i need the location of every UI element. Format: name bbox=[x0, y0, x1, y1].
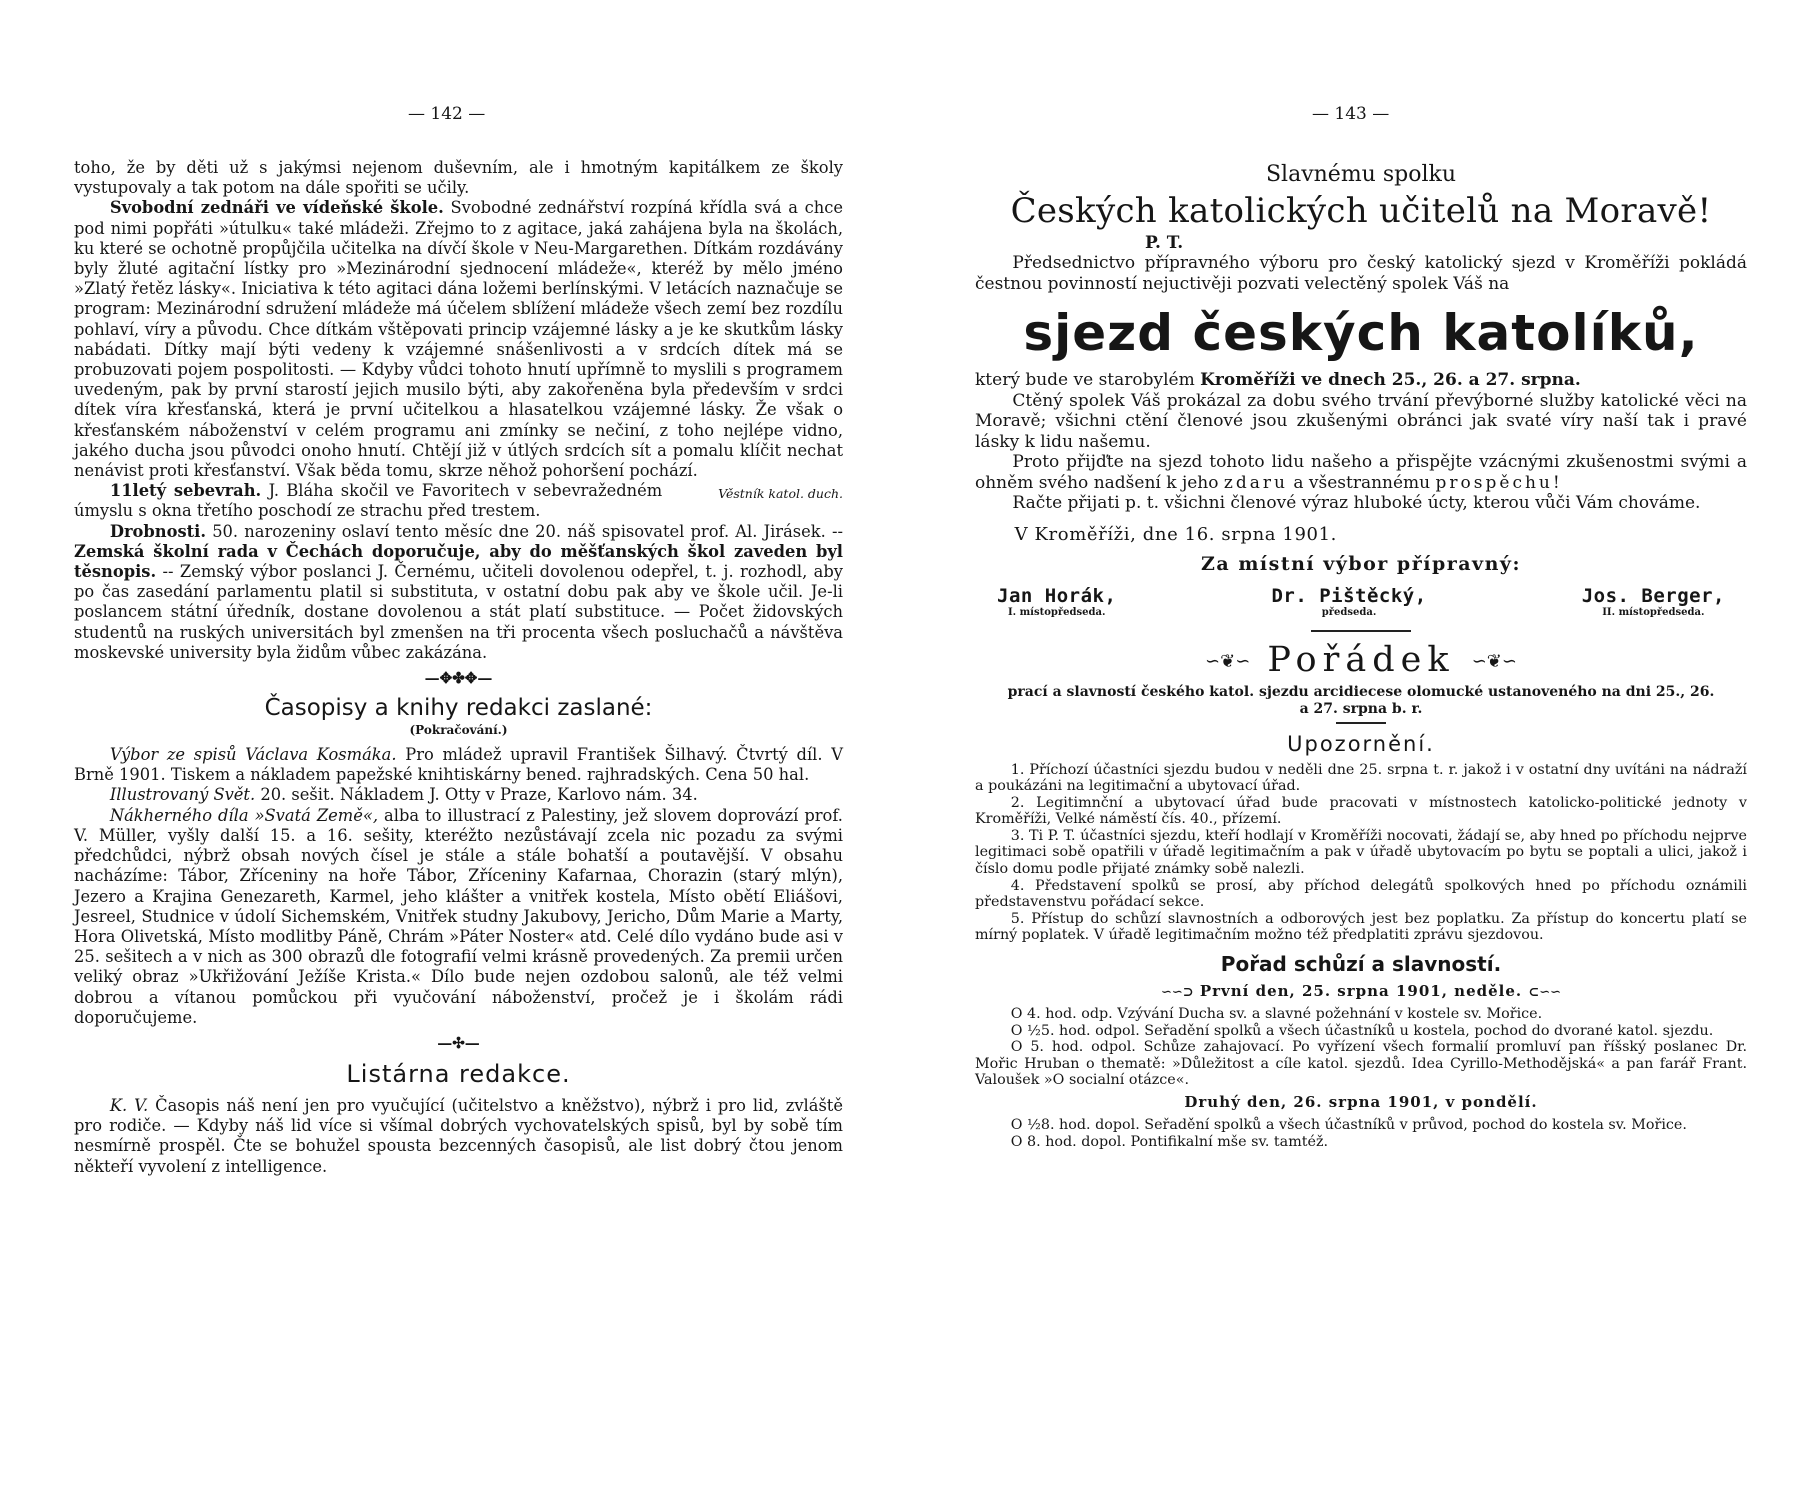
signature-name: Dr. Pištěcký, bbox=[1271, 584, 1427, 607]
letter-text: Časopis náš není jen pro vyučující (učitelstvo a kněžstvo), nýbrž i pro lid, zvláště pro rodiče. — Kdyby náš lid více si všímal dobrých vychovatelských spisů, byl by sobě tím nesmírně prospěl. Čte se bohužel spousta bezcenných časopisů, ale list dobrý čtou jenom někteří vyvolení z intelligence. bbox=[74, 1095, 843, 1176]
notice-item: 3. Ti P. T. účastníci sjezdu, kteří hodlají v Kroměříži nocovati, žádají se, aby hned po příchodu nejprve legitimaci sobě opatřili v úřadě legitimačním a pak v úřadě ubytovacím po bytu se poptali a ulici, jakož i číslo domu podle přijaté známky sobě nalezli. bbox=[975, 827, 1747, 878]
signature-role: předseda. bbox=[1321, 606, 1377, 618]
divider-rule bbox=[1311, 630, 1411, 632]
spaced-word: prospěchu! bbox=[1435, 472, 1563, 493]
salutation-title: Českých katolických učitelů na Moravě! bbox=[1010, 191, 1712, 231]
book-text: 20. sešit. Nákladem J. Otty v Praze, Karlovo nám. 34. bbox=[260, 785, 698, 805]
date-line: V Kroměříži, dne 16. srpna 1901. bbox=[1014, 523, 1337, 545]
signatures bbox=[975, 585, 1747, 618]
article-heading: Svobodní zednáři ve vídeňské škole. bbox=[109, 198, 444, 218]
schedule-item: O 4. hod. odp. Vzývání Ducha sv. a slavné požehnání v kostele sv. Mořice. bbox=[1010, 1006, 1543, 1023]
committee-line: Za místní výbor přípravný: bbox=[1201, 552, 1521, 575]
book-title: Illustrovaný Svět. bbox=[109, 785, 256, 805]
signature bbox=[997, 585, 1116, 618]
flourish-left-icon: ∽∽⊃ bbox=[1160, 985, 1194, 1001]
day-heading: Druhý den, 26. srpna 1901, v pondělí. bbox=[1184, 1093, 1538, 1111]
signature-name: Jos. Berger, bbox=[1581, 584, 1725, 607]
book-entry bbox=[74, 745, 843, 785]
schedule-item: O ½5. hod. odpol. Seřadění spolků a všech účastníků u kostela, pochod do dvorané katol. sjezdu. bbox=[1010, 1022, 1714, 1039]
paragraph: Ctěný spolek Váš prokázal za dobu svého trvání převýborné služby katolické věci na Moravě; všichni ctění členové jsou zkušenými obránci jak svaté víry naší tak i pravé lásky k lidu našemu. bbox=[975, 390, 1747, 452]
divider-rule bbox=[1336, 722, 1386, 724]
book-text: Pro mládež upravil František Šilhavý. Čtvrtý díl. V Brně 1901. Tiskem a nákladem papežské knihtiskárny bened. rajhradských. Cena 50 hal. bbox=[74, 745, 843, 785]
intro-paragraph: Předsednictvo přípravného výboru pro český katolický sjezd v Kroměříži pokládá čestnou povinností nejuctivěji pozvati velectěný spolek Váš na bbox=[975, 253, 1747, 294]
left-column bbox=[74, 158, 843, 1177]
notice-item: 5. Přístup do schůzí slavnostních a odborových jest bez poplatku. Za přístup do koncertu platí se mírný poplatek. V úřadě legitimačním možno též předplatiti zprávu sjezdovou. bbox=[975, 910, 1747, 944]
book-text: alba to illustrací z Palestiny, jež slovem doprovází prof. V. Müller, vyšly další 15. a 16. sešity, kteréžto nezůstávají zcela nic pozadu za svými předchůdci, nýbrž obsah nových čísel je stále a stále bohatší a poutavější. V obsahu nacházíme: Tábor, Zříceniny na hoře Tábor, Zříceniny Kafarnaa, Chorazin (starý mlýn), Jezero a Krajina Genezareth, Karmel, jeho klášter a vnitřek kostela, Místo obětí Eliášovi, Jesreel, Studnice v údolí Sichemském, Vnitřek studny Jakubovy, Jericho, Dům Marie a Marty, Hora Olivetská, Místo modlitby Páně, Chrám »Páter Noster« atd. Celé dílo vydáno bude asi v 25. sešitech a v nich as 300 obrazů dle fotografií velmi krásně provedených. Za premii určen veliký obraz »Ukřižování Ježíše Krista.« Dílo bude nejen ozdobou salonů, ale též velmi dobrou a vítanou pomůckou při vyučování náboženství, pročež je i školám rádi doporučujeme. bbox=[74, 805, 843, 1027]
article-text: Svobodné zednářství rozpíná křídla svá a chce pod nimi popřáti »útulku« také mládeži. Zřejmo to z agitace, jaká zahájena byla na školách, ku které se ochotně propůjčila učitelka na dívčí škole v Neu-Margarethen. Dítkám rozdávány byly žluté agitační lístky pro »Mezinárodní sjednocení mládeže«, kteréž by mělo jméno »Zlatý řetěz lásky«. Iniciativa k této agitaci dána ložemi berlínskými. V letácích naznačuje se program: Mezinárodní sdružení mládeže má účelem sblížení mládeže všech zemí bez rozdílu pohlaví, víry a původu. Chce dítkám vštěpovati princip vzájemné lásky a je ke skutkům lásky nabádati. Dítky mají býti vedeny k vzájemné snášenlivosti a v srdcích dítek má se probuzovati pojem pospolitosti. — Kdyby vůdci tohoto hnutí upřímně to myslili s programem uvedeným, pak by první starostí jejich musilo býti, aby zakořeněna byla především v srdci dítek víra křesťanská, která je první učitelkou a hlasatelkou vzájemné lásky. Že však o křesťanském náboženství v celém programu ani zmínky se nečiní, z toho nejlépe vidno, jakého ducha jsou původci onoho hnutí. Chtějí již v útlých srdcích sít a pomalu klíčit nechat nenávist proti křesťanství. Však běda tomu, skrze něhož pohoršení pochází. bbox=[74, 198, 843, 481]
book-entry bbox=[74, 806, 843, 1028]
day-heading bbox=[975, 982, 1747, 1000]
day-label: První den, 25. srpna 1901, neděle. bbox=[1199, 982, 1523, 1001]
dates-bold: Kroměříži ve dnech 25., 26. a 27. srpna. bbox=[1200, 370, 1581, 390]
invitation-text: a všestrannému bbox=[1293, 472, 1431, 493]
article-text: J. Bláha skočil ve Favoritech v sebevražedném úmyslu s okna třetího poschodí ze strachu před trestem. bbox=[74, 481, 663, 521]
article-text: 50. narozeniny oslaví tento měsíc dne 20. náš spisovatel prof. Al. Jirásek. -- bbox=[212, 521, 843, 541]
right-page bbox=[900, 0, 1800, 1500]
article-text-bold: Zemská školní rada v Čechách doporučuje, aby do měšťanských škol zaveden byl těsnopis. bbox=[74, 541, 843, 582]
notice-item: 1. Příchozí účastníci sjezdu budou v neděli dne 25. srpna t. r. jakož i v ostatní dny uvítáni na nádraží a poukázáni na legitimační a ubytovací úřad. bbox=[975, 761, 1747, 795]
ornament-divider: —✥✤✥— bbox=[424, 669, 493, 688]
letter-recipient: K. V. bbox=[109, 1095, 149, 1115]
book-title: Nákherného díla »Svatá Země«, bbox=[109, 805, 379, 825]
ornament-divider: —✣— bbox=[437, 1033, 480, 1052]
paragraph: Račte přijati p. t. všichni členové výraz hluboké úcty, kterou vůči Vám chováme. bbox=[1012, 493, 1701, 513]
paragraph: toho, že by děti už s jakýmsi nejenom duševním, ale i hmotným kapitálkem ze školy vystupovaly a tak potom na dále spořiti se učily. bbox=[74, 158, 843, 198]
notice-item: 2. Legitimnční a ubytovací úřad bude pracovati v místnostech katolicko-politické jednoty v Kroměříži, Velké náměstí čís. 40., přízemí. bbox=[975, 794, 1747, 828]
article-heading: 11letý sebevrah. bbox=[109, 481, 262, 501]
section-title: Listárna redakce. bbox=[346, 1059, 571, 1088]
order-heading bbox=[975, 640, 1747, 680]
order-subtitle: prací a slavností českého katol. sjezdu arcidiecese olomucké ustanoveného na dni 25., 26. a 27. srpna b. r. bbox=[1007, 683, 1715, 717]
schedule-item: O 5. hod. odpol. Schůze zahajovací. Po vyřízení všech formalií promluví pan říšský poslanec Dr. Mořic Hruban o thematě: »Důležitost a cíle katol. sjezdů. Idea Cyrillo-Methodějská« a pan farář Frant. Valoušek »O socialní otázce«. bbox=[975, 1039, 1747, 1089]
source-citation: Věstník katol. duch. bbox=[718, 486, 843, 502]
signature bbox=[1271, 585, 1426, 618]
book-entry bbox=[74, 785, 843, 805]
page-number: — 142 — bbox=[408, 104, 486, 124]
page-number: — 143 — bbox=[1312, 104, 1390, 124]
article-miscellany bbox=[74, 522, 843, 663]
salutation-line: Slavnému spolku bbox=[1265, 162, 1457, 187]
signature bbox=[1582, 585, 1725, 618]
signature-name: Jan Horák, bbox=[997, 584, 1117, 607]
flourish-left-icon: ∽❦∽ bbox=[1205, 650, 1251, 672]
congress-title: sjezd českých katolíků, bbox=[1023, 304, 1699, 362]
dates-intro: který bude ve starobylém bbox=[975, 370, 1195, 390]
schedule-title: Pořad schůzí a slavností. bbox=[1220, 952, 1502, 977]
order-title: Pořádek bbox=[1267, 639, 1455, 680]
flourish-right-icon: ⊂∽∽ bbox=[1528, 985, 1562, 1001]
spaced-word: zdaru bbox=[1223, 472, 1288, 493]
article-text: -- Zemský výbor poslanci J. Černému, učiteli dovolenou odepřel, t. j. rozhodl, aby po čas zasedání parlamentu platil si substituta, v ostatní dobu pak aby ve škole učil. Je-li poslancem státní úředník, dostane dovolenou a stát platí substituce. — Počet židovských studentů na ruských universitách byl zmenšen na tři procenta všech posluchačů a návštěva moskevské university byla židům vůbec zakázána. bbox=[74, 562, 843, 662]
invitation-paragraph bbox=[975, 452, 1747, 493]
congress-dates bbox=[975, 370, 1747, 391]
notice-item: 4. Představení spolků se prosí, aby příchod delegátů spolkových hned po příchodu oznámili představenstvu pořádací sekce. bbox=[975, 877, 1747, 911]
schedule-item: O ½8. hod. dopol. Seřadění spolků a všech účastníků v průvod, pochod do kostela sv. Mořice. bbox=[1010, 1117, 1687, 1133]
invitation-text: Proto přijďte na sjezd tohoto lidu našeho a přispějte vzácnými zkušenostmi svými a ohněm svého nadšení k jeho bbox=[975, 452, 1747, 493]
notice-title: Upozornění. bbox=[1287, 731, 1435, 756]
section-title: Časopisy a knihy redakci zaslané: bbox=[264, 695, 653, 722]
signature-role: I. místopředseda. bbox=[1007, 606, 1106, 618]
schedule-item: O 8. hod. dopol. Pontifikalní mše sv. tamtéž. bbox=[1010, 1133, 1329, 1150]
letter-entry bbox=[74, 1096, 843, 1177]
article-heading: Drobnosti. bbox=[109, 521, 207, 541]
flourish-right-icon: ∽❦∽ bbox=[1471, 650, 1517, 672]
section-subtitle: (Pokračování.) bbox=[409, 723, 508, 738]
book-title: Výbor ze spisů Václava Kosmáka. bbox=[109, 745, 397, 765]
signature-role: II. místopředseda. bbox=[1602, 606, 1705, 618]
salutation-pt: P. T. bbox=[1145, 233, 1184, 253]
right-column bbox=[975, 158, 1747, 1150]
